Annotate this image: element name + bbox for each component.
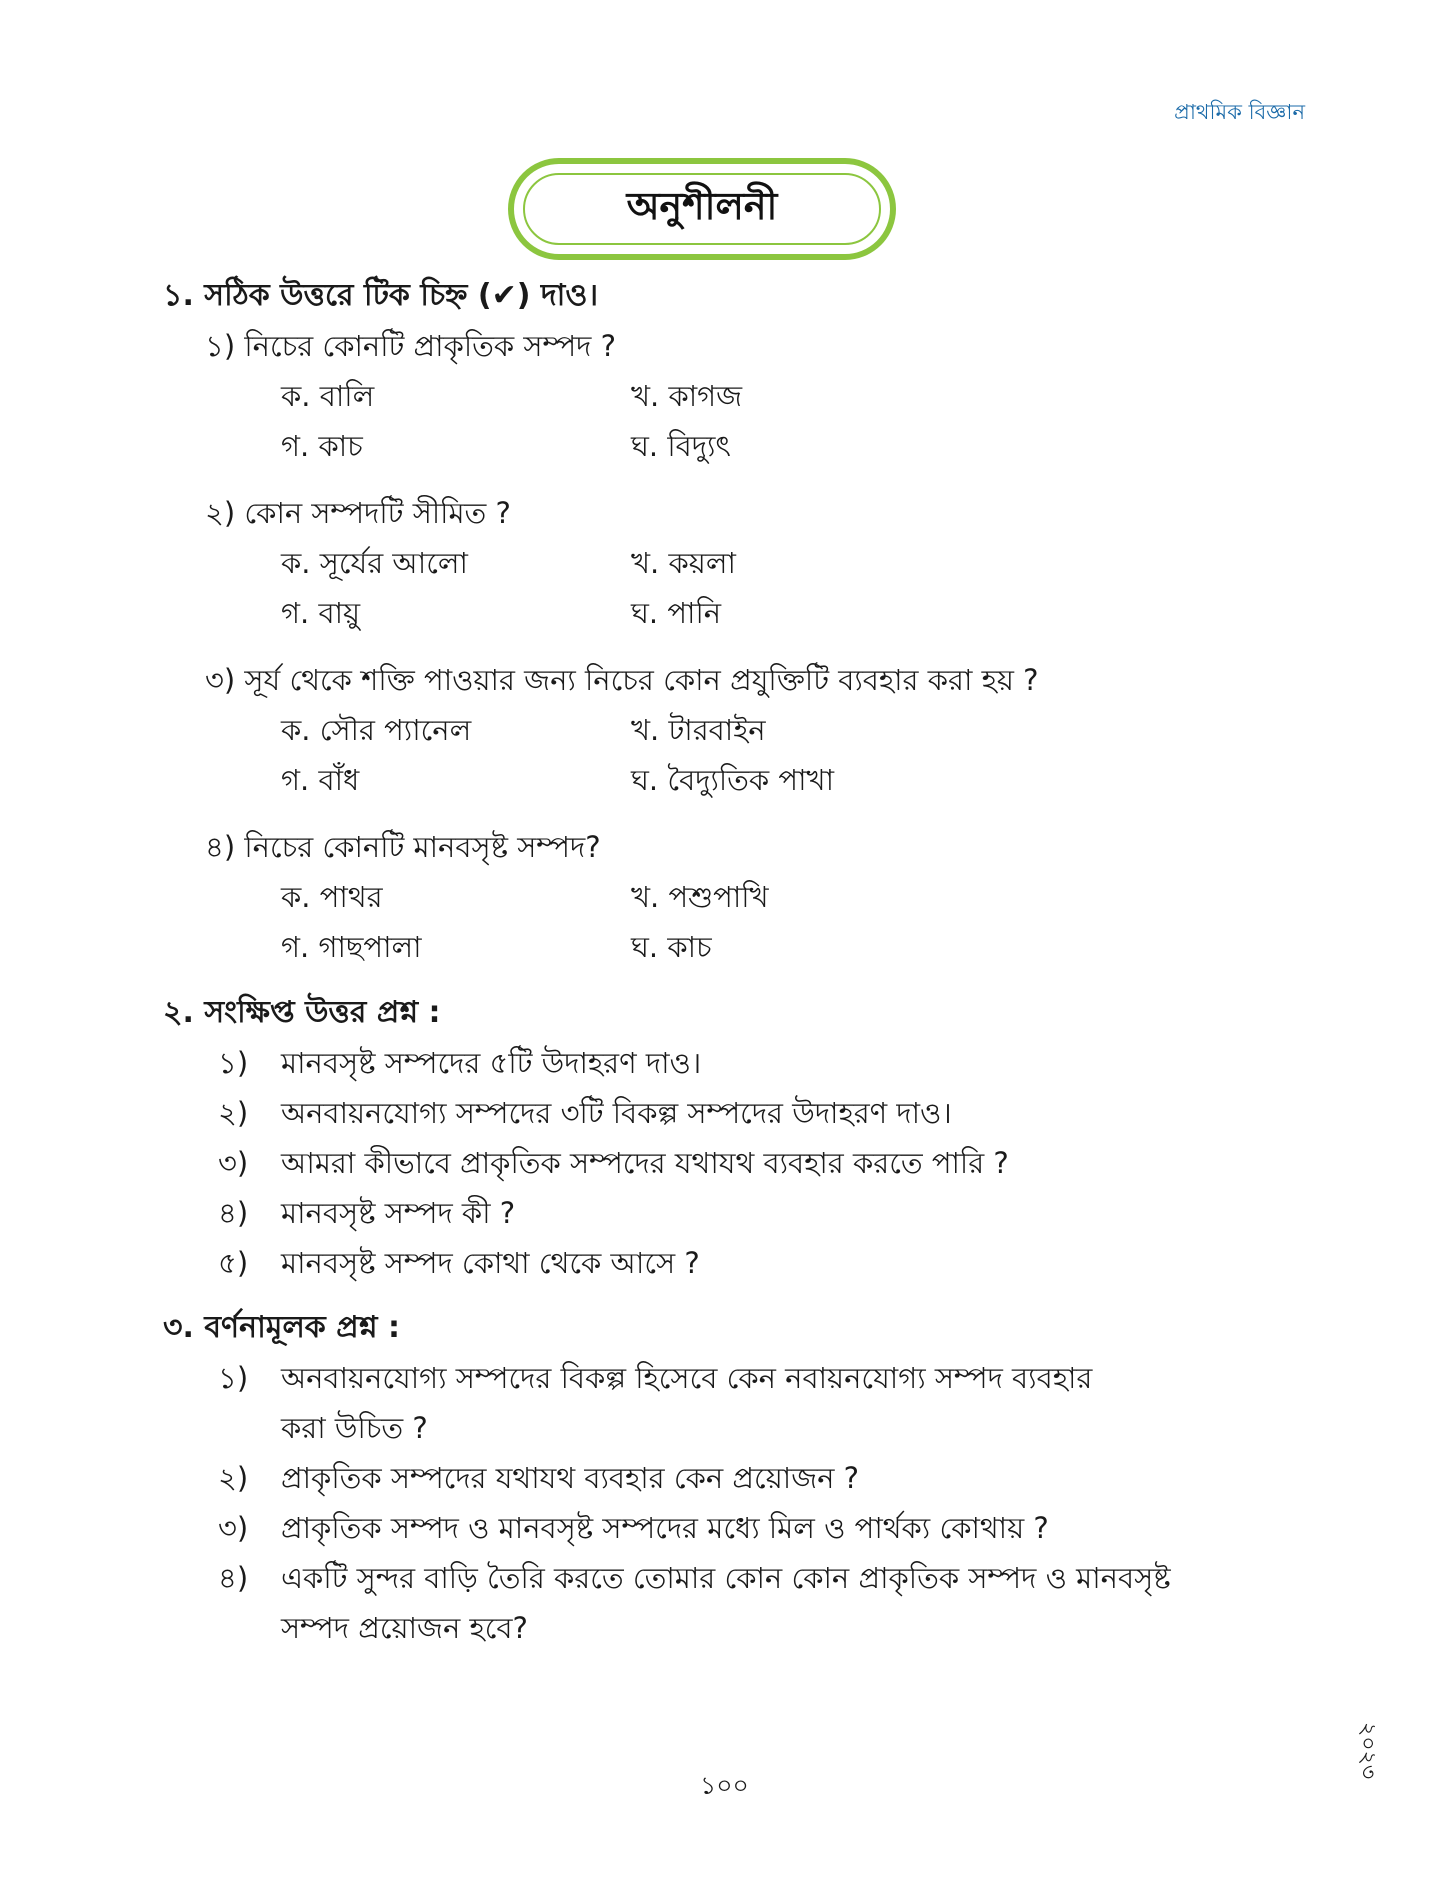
mcq-1-question: ১) নিচের কোনটি প্রাকৃতিক সম্পদ ? [205,329,617,363]
mcq-3-option-kha: খ. টারবাইন [631,713,766,747]
mcq-4-option-ga: গ. গাছপালা [281,930,422,964]
essay-q-4-line-2: সম্পদ প্রয়োজন হবে? [281,1611,528,1645]
page-number: ১০০ [700,1771,749,1800]
short-q-3-number: ৩) [218,1146,249,1180]
mcq-1-option-gha: ঘ. বিদ্যুৎ [631,429,731,463]
mcq-1-option-kha: খ. কাগজ [631,379,743,413]
mcq-2-option-ka: ক. সূর্যের আলো [281,546,468,580]
short-q-5-number: ৫) [218,1246,249,1280]
short-q-4-number: ৪) [218,1196,249,1230]
short-q-3-text: আমরা কীভাবে প্রাকৃতিক সম্পদের যথাযথ ব্যবহার করতে পারি ? [281,1146,1009,1180]
mcq-3-option-ka: ক. সৌর প্যানেল [281,713,472,747]
essay-q-2-number: ২) [218,1461,249,1495]
title-frame [508,158,896,260]
essay-q-1-number: ১) [218,1361,249,1395]
essay-q-1-line-2: করা উচিত ? [281,1411,428,1445]
essay-q-4-line-1: একটি সুন্দর বাড়ি তৈরি করতে তোমার কোন কোন প্রাকৃতিক সম্পদ ও মানবসৃষ্ট [281,1561,1171,1595]
mcq-3-option-gha: ঘ. বৈদ্যুতিক পাখা [631,763,834,797]
year-mark [1355,1722,1389,1788]
essay-q-1-line-1: অনবায়নযোগ্য সম্পদের বিকল্প হিসেবে কেন নবায়নযোগ্য সম্পদ ব্যবহার [281,1361,1093,1395]
year-text: ২০২৩ [1355,1722,1380,1780]
essay-q-4-number: ৪) [218,1561,249,1595]
mcq-4-option-ka: ক. পাথর [281,880,383,914]
mcq-4-question: ৪) নিচের কোনটি মানবসৃষ্ট সম্পদ? [205,830,601,864]
running-header: প্রাথমিক বিজ্ঞান [1174,100,1305,124]
mcq-1-option-ka: ক. বালি [281,379,375,413]
short-q-2-number: ২) [218,1096,249,1130]
mcq-1-option-ga: গ. কাচ [281,429,363,463]
short-q-5-text: মানবসৃষ্ট সম্পদ কোথা থেকে আসে ? [281,1246,700,1280]
mcq-4-option-kha: খ. পশুপাখি [631,880,769,914]
short-q-1-text: মানবসৃষ্ট সম্পদের ৫টি উদাহরণ দাও। [281,1046,702,1080]
short-q-4-text: মানবসৃষ্ট সম্পদ কী ? [281,1196,516,1230]
short-q-1-number: ১) [218,1046,249,1080]
mcq-3-question: ৩) সূর্য থেকে শক্তি পাওয়ার জন্য নিচের কোন প্রযুক্তিটি ব্যবহার করা হয় ? [205,663,1039,697]
section-3-heading: ৩. বর্ণনামূলক প্রশ্ন : [163,1310,400,1345]
mcq-2-option-ga: গ. বায়ু [281,596,361,630]
mcq-4-option-gha: ঘ. কাচ [631,930,712,964]
exercise-title: অনুশীলনী [523,173,881,245]
mcq-2-option-kha: খ. কয়লা [631,546,736,580]
essay-q-3-number: ৩) [218,1511,249,1545]
mcq-2-question: ২) কোন সম্পদটি সীমিত ? [205,496,511,530]
section-1-heading: ১. সঠিক উত্তরে টিক চিহ্ন (✔) দাও। [163,278,599,313]
essay-q-2-text: প্রাকৃতিক সম্পদের যথাযথ ব্যবহার কেন প্রয়োজন ? [281,1461,860,1495]
essay-q-3-text: প্রাকৃতিক সম্পদ ও মানবসৃষ্ট সম্পদের মধ্যে মিল ও পার্থক্য কোথায় ? [281,1511,1049,1545]
section-2-heading: ২. সংক্ষিপ্ত উত্তর প্রশ্ন : [163,995,441,1030]
mcq-2-option-gha: ঘ. পানি [631,596,722,630]
short-q-2-text: অনবায়নযোগ্য সম্পদের ৩টি বিকল্প সম্পদের উদাহরণ দাও। [281,1096,952,1130]
mcq-3-option-ga: গ. বাঁধ [281,763,360,797]
